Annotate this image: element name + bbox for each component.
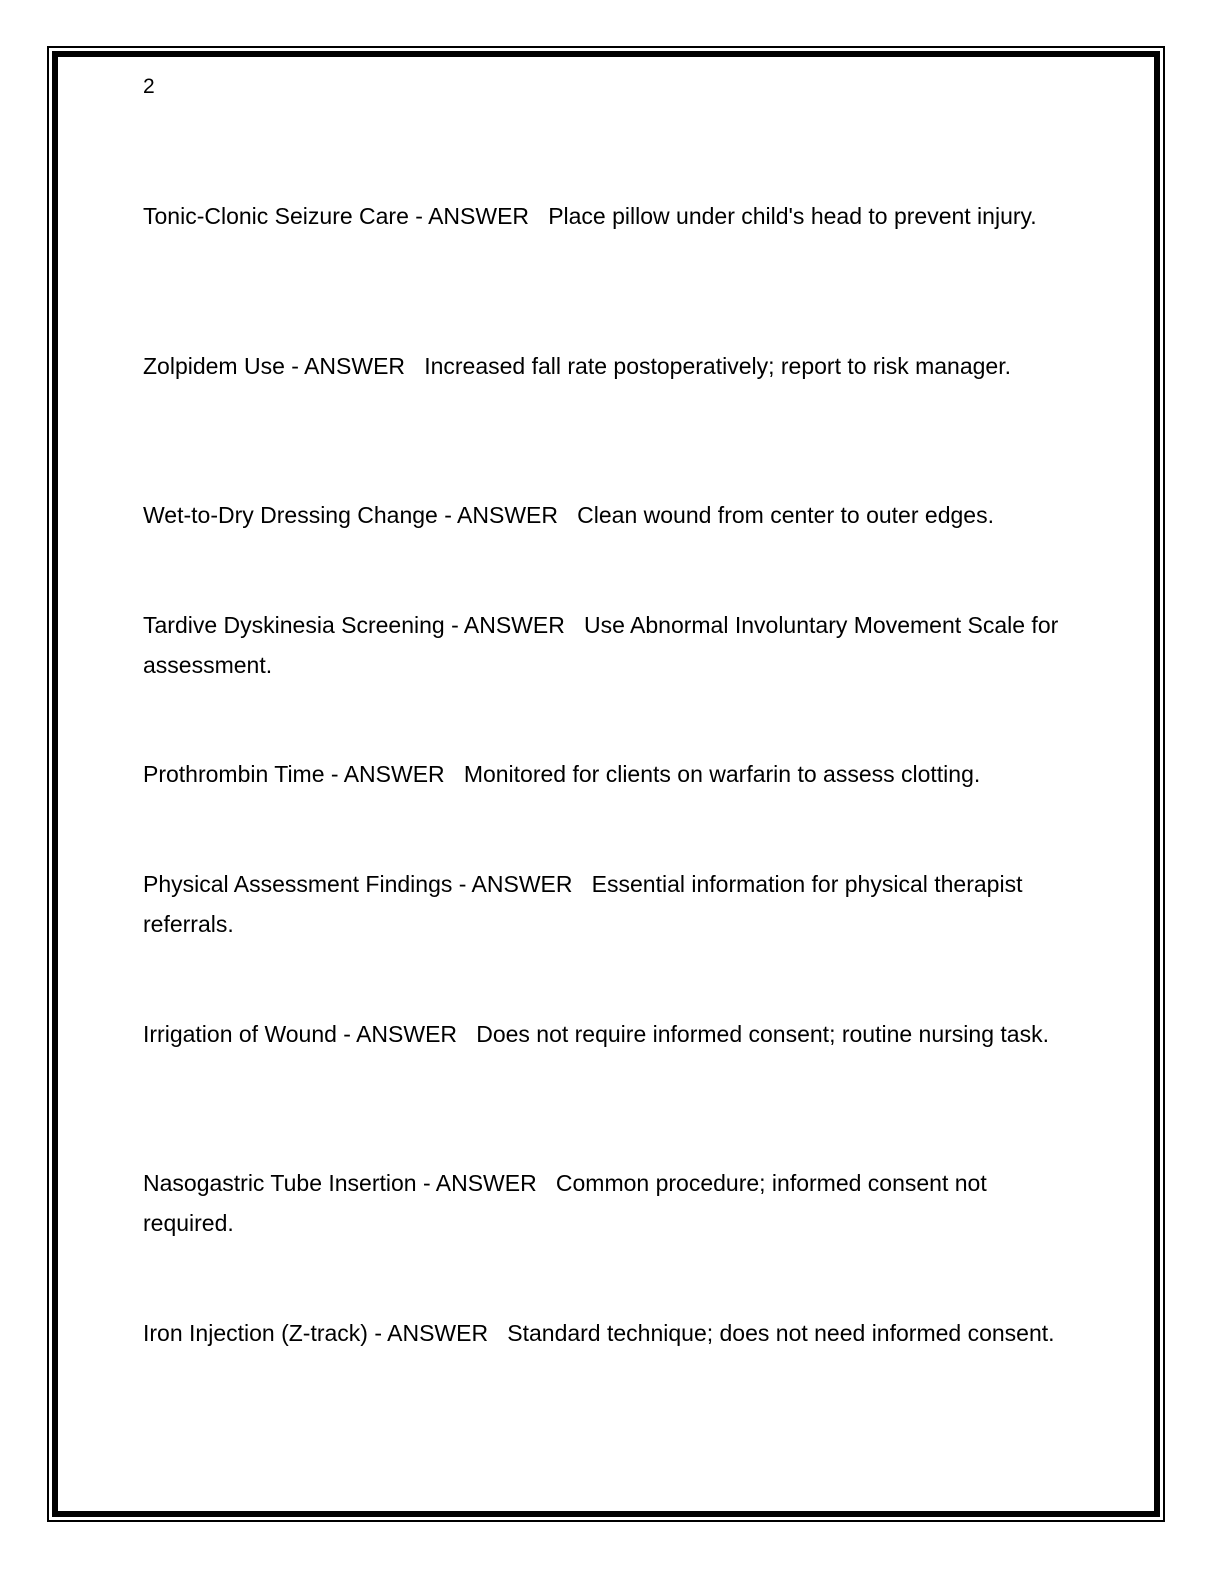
entry-separator: - — [284, 352, 305, 379]
answer-label: ANSWER — [435, 1170, 537, 1197]
qa-entry — [143, 495, 1083, 535]
entry-answer: Increased fall rate postoperatively; report to risk manager. — [424, 352, 1011, 379]
entry-term: Nasogastric Tube Insertion — [143, 1170, 417, 1197]
qa-entry — [143, 1313, 1083, 1393]
entry-separator: - — [367, 1319, 388, 1346]
answer-label: ANSWER — [428, 203, 530, 229]
qa-entry — [143, 196, 1083, 276]
entry-answer: Does not require informed consent; routine nursing task. — [476, 1020, 1049, 1047]
qa-entry — [143, 605, 1083, 685]
entry-term: Prothrombin Time — [143, 761, 325, 788]
entry-term: Irrigation of Wound — [143, 1020, 337, 1047]
entry-term: Tonic-Clonic Seizure Care — [143, 203, 409, 229]
entry-term: Wet-to-Dry Dressing Change — [143, 502, 438, 529]
entry-answer: Place pillow under child's head to prevent injury. — [548, 203, 1037, 229]
answer-label: ANSWER — [457, 502, 558, 529]
entry-separator: - — [324, 761, 344, 788]
entry-term: Tardive Dyskinesia Screening — [143, 611, 445, 638]
answer-label: ANSWER — [387, 1319, 489, 1346]
entry-answer: Standard technique; does not need informed consent. — [507, 1319, 1055, 1346]
answer-label: ANSWER — [304, 352, 406, 379]
page-number: 2 — [143, 75, 155, 98]
answer-label: ANSWER — [471, 870, 573, 897]
qa-entry — [143, 754, 1083, 794]
entry-answer: Common procedure; informed consent not required. — [143, 1170, 987, 1237]
entry-separator: - — [336, 1020, 357, 1047]
entry-term: Physical Assessment Findings — [143, 870, 453, 897]
entry-separator: - — [416, 1170, 436, 1197]
answer-label: ANSWER — [356, 1020, 458, 1047]
entry-separator: - — [408, 203, 429, 229]
entry-term: Iron Injection (Z-track) — [143, 1319, 368, 1346]
answer-label: ANSWER — [343, 761, 445, 788]
entry-answer: Use Abnormal Involuntary Movement Scale for assessment. — [143, 611, 1059, 678]
qa-entry — [143, 864, 1083, 944]
entry-answer: Essential information for physical therapist referrals. — [143, 870, 1023, 937]
entry-answer: Clean wound from center to outer edges. — [577, 502, 994, 529]
qa-entry — [143, 346, 1083, 426]
entry-separator: - — [452, 870, 472, 897]
entry-answer: Monitored for clients on warfarin to assess clotting. — [463, 761, 981, 788]
entry-separator: - — [437, 502, 458, 529]
qa-entry — [143, 1014, 1083, 1094]
answer-label: ANSWER — [463, 611, 565, 638]
entry-separator: - — [444, 611, 464, 638]
entry-term: Zolpidem Use — [143, 352, 285, 379]
qa-list — [143, 196, 1083, 1462]
qa-entry — [143, 1163, 1083, 1243]
